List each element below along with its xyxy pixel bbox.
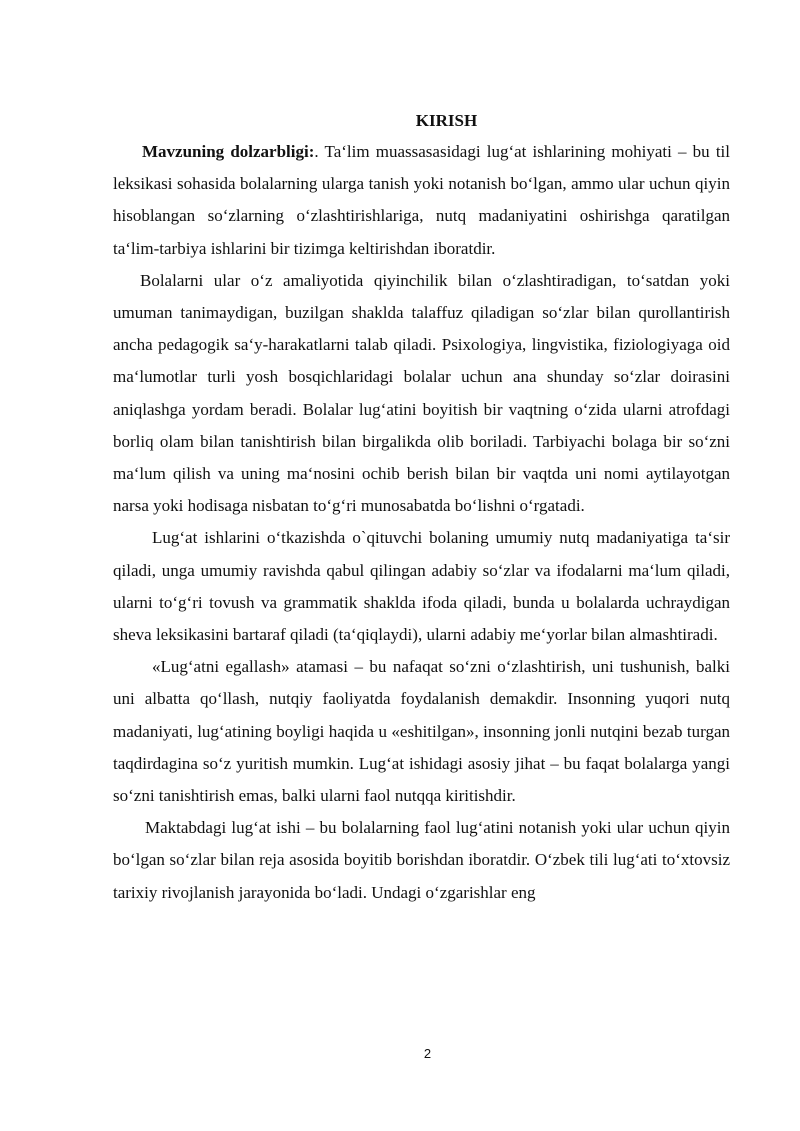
paragraph-teacher-influence: Lug‘at ishlarini o‘tkazishda o`qituvchi bolaning umumiy nutq madaniyatiga ta‘sir qiladi, unga umumiy ravishda qabul qilingan adabiy so‘zlar va ifodalarni ma‘lum qiladi, ularni to‘g‘ri tovush va grammatik shaklda ifoda qiladi, bunda u bolalarda uchraydigan sheva leksikasini bartaraf qiladi (ta‘qiqlaydi), ularni adabiy me‘yorlar bilan almashtiradi. [113, 528, 730, 645]
document-body [113, 106, 730, 909]
paragraph-vocabulary-enrichment: Bolalarni ular o‘z amaliyotida qiyinchilik bilan o‘zlashtiradigan, to‘satdan yoki umuman tanimaydigan, buzilgan shaklda talaffuz qiladigan so‘zlar bilan qurollantirish ancha pedagogik sa‘y-harakatlarni talab qiladi. Psixologiya, lingvistika, fiziologiyaga oid ma‘lumotlar turli yosh bosqichlaridagi bolalar uchun ana shunday so‘zlar doirasini aniqlashga yordam beradi. Bolalar lug‘atini boyitish bir vaqtning o‘zida ularni atrofdagi borliq olam bilan tanishtirish bilan birgalikda olib boriladi. Tarbiyachi bolaga bir so‘zni ma‘lum qilish va uning ma‘nosini ochib berish bilan bir vaqtda uni nomi aytilayotgan narsa yoki hodisaga nisbatan to‘g‘ri munosabatda bo‘lishni o‘rgatadi. [113, 270, 730, 516]
paragraph-mastering-vocabulary: «Lug‘atni egallash» atamasi – bu nafaqat so‘zni o‘zlashtirish, uni tushunish, balki uni albatta qo‘llash, nutqiy faoliyatda foydalanish demakdir. Insonning yuqori nutq madaniyati, lug‘atining boyligi haqida u «eshitilgan», insonning jonli nutqini bezab turgan taqdirdagina so‘z yuritish mumkin. Lug‘at ishidagi asosiy jihat – bu faqat bolalarga yangi so‘zni tanishtirish emas, balki ularni faol nutqqa kiritishdir. [113, 657, 730, 806]
paragraph-school-vocabulary-work: Maktabdagi lug‘at ishi – bu bolalarning faol lug‘atini notanish yoki ular uchun qiyin bo‘lgan so‘zlar bilan reja asosida boyitib borishdan iboratdir. O‘zbek tili lug‘ati to‘xtovsiz tarixiy rivojlanish jarayonida bo‘ladi. Undagi o‘zgarishlar eng [113, 818, 730, 902]
page-number: 2 [423, 1046, 432, 1061]
relevance-heading: Mavzuning dolzarbligi: [142, 142, 315, 161]
paragraph-relevance [113, 136, 730, 265]
section-title: KIRISH [415, 111, 478, 130]
relevance-text: . Ta‘lim muassasasidagi lug‘at ishlarining mohiyati – bu til leksikasi sohasida bolalarning ularga tanish yoki notanish bo‘lgan, ammo ular uchun qiyin hisoblangan so‘zlarning o‘zlashtirishlariga, nutq madaniyatini oshirishga qaratilgan ta‘lim-tarbiya ishlarini bir tizimga keltirishdan iboratdir. [113, 142, 731, 258]
